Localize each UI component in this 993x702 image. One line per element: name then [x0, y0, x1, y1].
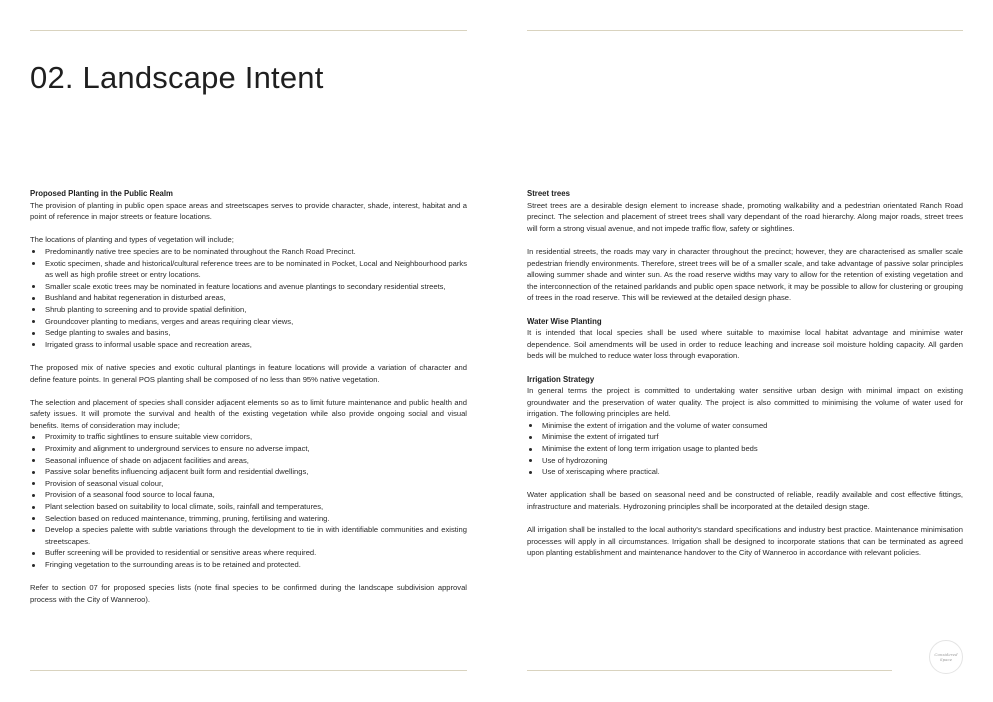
list-item: Predominantly native tree species are to be nominated throughout the Ranch Road Precinct. — [30, 246, 467, 258]
list-item: Proximity and alignment to underground services to ensure no adverse impact, — [30, 443, 467, 455]
right-column — [527, 188, 963, 571]
water-wise-heading: Water Wise Planting — [527, 316, 602, 326]
water-wise-paragraph: It is intended that local species shall be used where suitable to maximise local habitat advantage and minimise water dependence. Soil amendments will be used in order to reduce leaching and increase soil moisture holding capacity. All garden beds will be mulched to reduce water loss through evaporation. — [527, 328, 963, 361]
list-item: Smaller scale exotic trees may be nominated in feature locations and avenue plantings to secondary residential streets, — [30, 281, 467, 293]
list-item: Use of xeriscaping where practical. — [527, 466, 963, 478]
irrigation-principles-list — [527, 420, 963, 478]
list-item: Bushland and habitat regeneration in disturbed areas, — [30, 292, 467, 304]
list-item: Minimise the extent of long term irrigation usage to planted beds — [527, 443, 963, 455]
list-item: Passive solar benefits influencing adjacent built form and residential dwellings, — [30, 466, 467, 478]
considerations-list — [30, 431, 467, 570]
mix-paragraph: The proposed mix of native species and exotic cultural plantings in feature locations will provide a variation of character and define feature points. In general POS planting shall be composed of no less than 95% native vegetation. — [30, 362, 467, 384]
list-item: Groundcover planting to medians, verges and areas requiring clear views, — [30, 316, 467, 328]
planting-heading: Proposed Planting in the Public Realm — [30, 189, 173, 198]
list-item: Provision of a seasonal food source to local fauna, — [30, 489, 467, 501]
refer-paragraph: Refer to section 07 for proposed species lists (note final species to be confirmed during the landscape subdivision approval process with the City of Wanneroo). — [30, 583, 467, 604]
list-item: Fringing vegetation to the surrounding areas is to be retained and protected. — [30, 559, 467, 571]
bottom-rule-left — [30, 670, 467, 671]
list-item: Proximity to traffic sightlines to ensure suitable view corridors, — [30, 431, 467, 443]
locations-intro: The locations of planting and types of vegetation will include; — [30, 235, 234, 245]
list-item: Shrub planting to screening and to provide spatial definition, — [30, 304, 467, 316]
street-trees-paragraph-1: Street trees are a desirable design element to increase shade, promoting walkability and a pedestrian orientated Ranch Road precinct. The selection and placement of street trees shall vary dependant of the road hierarchy. Along major roads, street trees will form a strong visual avenue, and not impede traffic flow, safety or sightlines. — [527, 200, 963, 233]
irrigation-heading: Irrigation Strategy — [527, 374, 595, 384]
list-item: Exotic specimen, shade and historical/cultural reference trees are to be nominated in Pocket, Local and Neighbourhood parks as well as high profile street or entry locations. — [30, 258, 467, 281]
irrigation-paragraph-2: Water application shall be based on seasonal need and be constructed of reliable, readily available and cost effective fittings, infrastructure and materials. Hydrozoning principles shall be incorporated at the detailed design stage. — [527, 490, 963, 512]
street-trees-paragraph-2: In residential streets, the roads may vary in character throughout the precinct; however, they are characterised as smaller scale pedestrian friendly environments. Therefore, street trees will be of a smaller scale, and take advantage of passive solar principles allowing summer shade and winter sun. As the road reserve widths may vary to allow for the retention of existing vegetation and the interconnection of the retained parklands and public open space network, it may be possible to allow for clustering or grouping of trees in the road reserve. This will be reviewed at the detailed design phase. — [527, 246, 963, 303]
left-column — [30, 188, 467, 617]
top-rule-left — [30, 30, 467, 31]
page-title: 02. Landscape Intent — [30, 60, 324, 95]
logo-text-line-2: Space — [939, 657, 953, 662]
list-item: Sedge planting to swales and basins, — [30, 327, 467, 339]
street-trees-heading: Street trees — [527, 189, 570, 198]
locations-list — [30, 246, 467, 350]
irrigation-paragraph-1: In general terms the project is committed to undertaking water sensitive urban design with minimal impact on existing groundwater and the preservation of water quality. The project is also committed to minimising the volume of water used for irrigation. The following principles are held. — [527, 386, 963, 419]
bottom-rule-right — [527, 670, 892, 671]
list-item: Seasonal influence of shade on adjacent facilities and areas, — [30, 455, 467, 467]
list-item: Use of hydrozoning — [527, 455, 963, 467]
selection-paragraph: The selection and placement of species shall consider adjacent elements so as to limit future maintenance and public health and safety issues. It will promote the survival and health of the existing vegetation while also provide ongoing social and visual benefits. Items of consideration may include; — [30, 397, 467, 430]
list-item: Minimise the extent of irrigated turf — [527, 431, 963, 443]
list-item: Minimise the extent of irrigation and the volume of water consumed — [527, 420, 963, 432]
list-item: Plant selection based on suitability to local climate, soils, rainfall and temperatures, — [30, 501, 467, 513]
top-rule-right — [527, 30, 963, 31]
list-item: Selection based on reduced maintenance, trimming, pruning, fertilising and watering. — [30, 513, 467, 525]
logo-text-line-1: Considered — [934, 652, 958, 657]
irrigation-paragraph-3: All irrigation shall be installed to the local authority's standard specifications and industry best practice. Maintenance minimisation processes will apply in all circumstances. Irrigation shall be designed to incorporate stations that can be terminated as agreed upon planting establishment and maintenance handover to the City of Wanneroo in accordance with relevant policies. — [527, 525, 963, 558]
list-item: Develop a species palette with subtle variations through the development to tie in with identifiable communities and existing streetscapes. — [30, 524, 467, 547]
considered-space-logo — [929, 640, 963, 674]
list-item: Provision of seasonal visual colour, — [30, 478, 467, 490]
planting-intro: The provision of planting in public open space areas and streetscapes serves to provide character, shade, interest, habitat and a point of reference in major streets or feature locations. — [30, 200, 467, 222]
list-item: Buffer screening will be provided to residential or sensitive areas where required. — [30, 547, 467, 559]
list-item: Irrigated grass to informal usable space and recreation areas, — [30, 339, 467, 351]
